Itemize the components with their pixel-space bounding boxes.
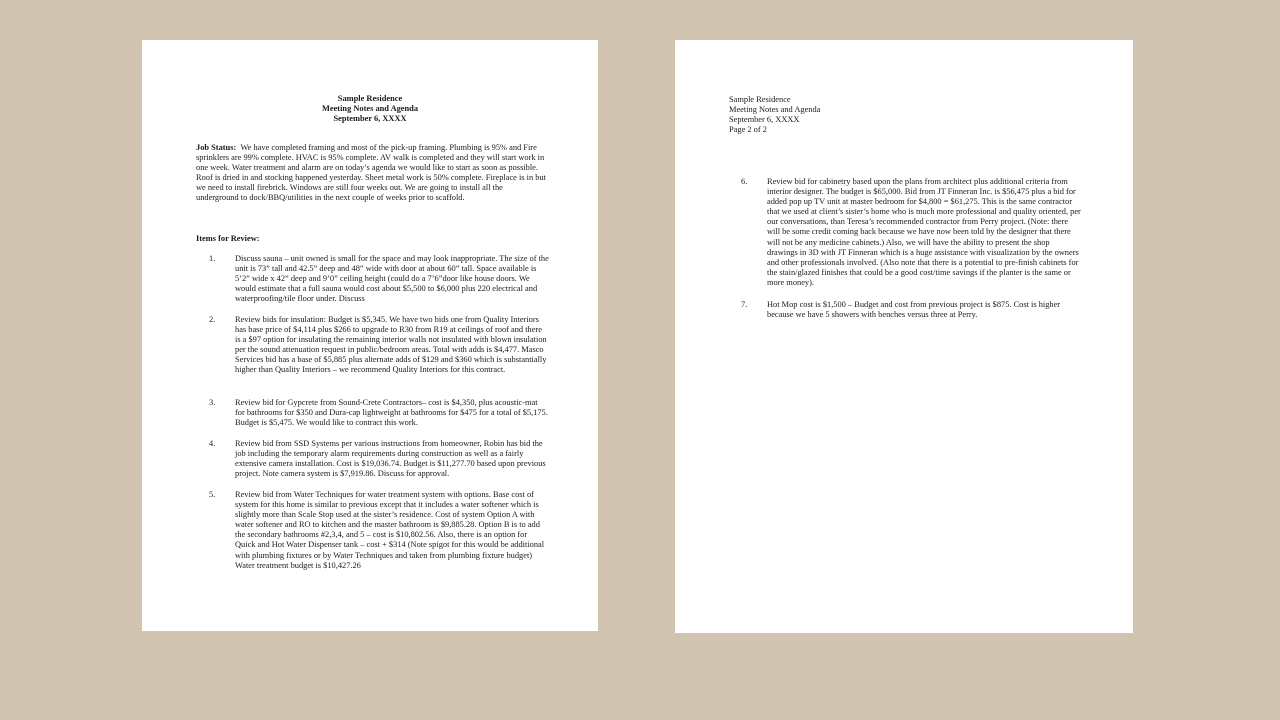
job-status-paragraph xyxy=(196,143,546,204)
item-text: Review bid from Water Techniques for water treatment system with options. Base cost of system for this home is similar to previous except that it includes a water softener which is slightly more than Scale Stop used at the sister’s residence. Cost of system Option A with water softener and RO to kitchen and the master bathroom is $9,885.28. Option B is to add the secondary bathrooms #2,3,4, and 5 – cost is $10,802.56. Also, there is an option for Quick and Hot Water Dispenser tank – cost + $314 (Note spigot for this would be additional with plumbing fixtures or by Water Techniques and taken from plumbing fixture budget) Water treatment budget is $10,427.26 xyxy=(235,490,545,570)
item-number: 6. xyxy=(741,177,748,186)
item-number: 2. xyxy=(209,315,216,324)
item-number: 7. xyxy=(741,300,748,309)
document-page-1 xyxy=(142,40,598,631)
review-item xyxy=(209,439,549,479)
title-line: September 6, XXXX xyxy=(333,114,407,124)
review-item xyxy=(741,177,1081,288)
item-number: 5. xyxy=(209,490,216,499)
item-number: 4. xyxy=(209,439,216,448)
review-item xyxy=(209,398,549,428)
header-line: Meeting Notes and Agenda xyxy=(729,105,821,115)
item-text: Discuss sauna – unit owned is small for the space and may look inappropriate. The size of the unit is 73” tall and 42.5” deep and 48” wide with door at about 60” tall. Space available is 5’2” wide x 42” deep and 9’0” ceiling height (could do a 7’6”door like house doors. We would estimate that a full sauna would cost about $5,500 to $6,000 plus 220 electrical and waterproofing/tile floor under. Discuss xyxy=(235,254,549,304)
review-item xyxy=(209,254,549,304)
review-item xyxy=(741,300,1081,320)
page-number: Page 2 of 2 xyxy=(729,125,767,135)
job-status-text: We have completed framing and most of the pick-up framing. Plumbing is 95% and Fire sprinklers are 99% complete. HVAC is 95% complete. AV walk is completed and they will start work in one week. Water treatment and alarm are on today’s agenda we would like to start as soon as possible. Roof is dried in and stocking happened yesterday. Sheet metal work is 50% complete. Fireplace is in but we need to install firebrick. Windows are still four weeks out. We are going to install all the underground to dock/BBQ/utilities in the next couple of weeks prior to scaffold. xyxy=(196,143,546,203)
item-text: Review bid from SSD Systems per various instructions from homeowner, Robin has bid the job including the temporary alarm requirements during construction as well as a fairly extensive camera installation. Cost is $19,036.74. Budget is $11,277.70 based upon previous project. Note camera system is $7,919.86. Discuss for approval. xyxy=(235,439,546,479)
item-text: Review bid for cabinetry based upon the plans from architect plus additional criteria from interior designer. The budget is $65,000. Bid from JT Finneran Inc. is $56,475 plus a bid for added pop up TV unit at master bedroom for $4,800 = $61,275. This is the same contractor that we used at client’s sister’s home who is much more professional and quality oriented, per our conversations, than Teresa’s recommended contractor from Perry project. (Note: there will be some credit coming back because we have now been told by the designer that there will not be any medicine cabinets.) Also, we will have the ability to present the shop drawings in 3D with JT Finneran which is a huge assistance with visualization by the owners and other professionals involved. (Also note that there is a potential to pre-finish cabinets for the stain/glazed finishes that could be a good cost/time savings if the planter is the same or more money). xyxy=(767,177,1081,287)
item-text: Review bids for insulation: Budget is $5,345. We have two bids one from Quality Interiors has base price of $4,114 plus $266 to upgrade to R30 from R19 at ceilings of roof and there is a $97 option for insulating the remaining interior walls not insulated with blown insulation per the sound attenuation request in public/bedroom areas. Total with adds is $4,477. Masco Services bid has a base of $5,885 plus alternate adds of $129 and $360 which is substantially higher than Quality Interiors – we recommend Quality Interiors for this contract. xyxy=(235,315,547,375)
document-page-2 xyxy=(675,40,1133,633)
items-for-review-heading: Items for Review: xyxy=(196,234,260,243)
item-number: 3. xyxy=(209,398,216,407)
item-number: 1. xyxy=(209,254,216,263)
header-line: September 6, XXXX xyxy=(729,115,800,125)
page-header xyxy=(729,95,820,135)
item-text: Hot Mop cost is $1,500 – Budget and cost from previous project is $875. Cost is higher because we have 5 showers with benches versus three at Perry. xyxy=(767,300,1061,320)
item-text: Review bid for Gypcrete from Sound-Crete Contractors– cost is $4,350, plus acoustic-mat for bathrooms for $350 and Dura-cap lightweight at bathrooms for $475 for a total of $5,175. Budget is $5,475. We would like to contract this work. xyxy=(235,398,548,428)
review-item xyxy=(209,490,549,571)
header-line: Sample Residence xyxy=(729,95,791,104)
document-title xyxy=(142,94,598,124)
title-line: Meeting Notes and Agenda xyxy=(321,104,419,114)
job-status-label: Job Status: xyxy=(196,143,237,152)
title-line: Sample Residence xyxy=(337,94,403,103)
review-item xyxy=(209,315,549,376)
